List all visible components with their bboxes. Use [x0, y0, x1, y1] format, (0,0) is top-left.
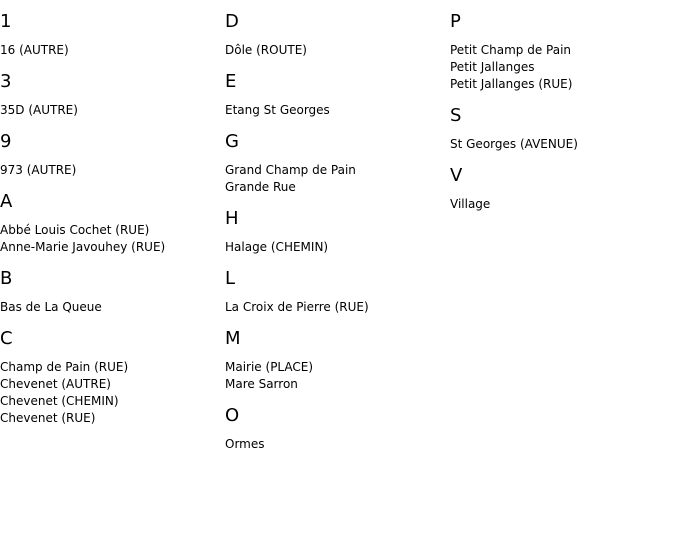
index-section-e	[225, 71, 450, 119]
index-section-b	[0, 268, 225, 316]
street-item[interactable]: Halage (CHEMIN)	[225, 240, 329, 254]
street-item[interactable]: Chevenet (CHEMIN)	[0, 394, 119, 408]
street-item[interactable]: Petit Jallanges	[450, 60, 535, 74]
street-item[interactable]: 35D (AUTRE)	[0, 103, 78, 117]
street-item[interactable]: 973 (AUTRE)	[0, 163, 77, 177]
index-section-h	[225, 208, 450, 256]
section-letter: V	[450, 165, 463, 186]
index-section-c	[0, 328, 225, 427]
section-letter: C	[0, 328, 13, 349]
section-letter: M	[225, 328, 241, 349]
street-item[interactable]: Ormes	[225, 437, 265, 451]
index-section-l	[225, 268, 450, 316]
index-section-a	[0, 191, 225, 256]
section-letter: P	[450, 11, 461, 32]
section-letter: B	[0, 268, 13, 289]
section-letter: G	[225, 131, 239, 152]
street-list	[225, 162, 450, 196]
street-item[interactable]: Village	[450, 197, 491, 211]
index-column-2	[225, 0, 450, 465]
street-list	[450, 136, 675, 153]
street-item[interactable]: Etang St Georges	[225, 103, 330, 117]
street-item[interactable]: Abbé Louis Cochet (RUE)	[0, 223, 150, 237]
street-item[interactable]: Grande Rue	[225, 180, 296, 194]
section-letter: 1	[0, 11, 12, 32]
index-section-p	[450, 11, 675, 93]
street-item[interactable]: Petit Champ de Pain	[450, 43, 572, 57]
section-letter: 3	[0, 71, 12, 92]
street-list	[0, 222, 225, 256]
section-letter: L	[225, 268, 236, 289]
index-section-1	[0, 11, 225, 59]
street-item[interactable]: Dôle (ROUTE)	[225, 43, 307, 57]
section-letter: H	[225, 208, 239, 229]
section-letter: A	[0, 191, 13, 212]
index-section-v	[450, 165, 675, 213]
index-section-9	[0, 131, 225, 179]
section-letter: 9	[0, 131, 12, 152]
section-letter: E	[225, 71, 237, 92]
street-item[interactable]: Bas de La Queue	[0, 300, 102, 314]
street-list	[225, 102, 450, 119]
street-list	[0, 102, 225, 119]
street-item[interactable]: Champ de Pain (RUE)	[0, 360, 129, 374]
street-item[interactable]: Petit Jallanges (RUE)	[450, 77, 573, 91]
street-item[interactable]: Grand Champ de Pain	[225, 163, 356, 177]
street-item[interactable]: Chevenet (RUE)	[0, 411, 96, 425]
index-section-3	[0, 71, 225, 119]
street-item[interactable]: La Croix de Pierre (RUE)	[225, 300, 369, 314]
index-section-m	[225, 328, 450, 393]
street-list	[225, 436, 450, 453]
street-list	[0, 359, 225, 427]
index-column-3	[450, 0, 675, 225]
index-section-s	[450, 105, 675, 153]
section-letter: D	[225, 11, 239, 32]
section-letter: S	[450, 105, 462, 126]
street-item[interactable]: Anne-Marie Javouhey (RUE)	[0, 240, 166, 254]
street-list	[0, 299, 225, 316]
street-list	[450, 196, 675, 213]
street-list	[225, 239, 450, 256]
section-letter: O	[225, 405, 240, 426]
index-section-g	[225, 131, 450, 196]
street-item[interactable]: Mare Sarron	[225, 377, 298, 391]
street-item[interactable]: Mairie (PLACE)	[225, 360, 314, 374]
street-item[interactable]: St Georges (AVENUE)	[450, 137, 578, 151]
index-column-1	[0, 0, 225, 439]
street-list	[225, 299, 450, 316]
street-list	[225, 42, 450, 59]
street-list	[0, 42, 225, 59]
street-list	[225, 359, 450, 393]
street-item[interactable]: 16 (AUTRE)	[0, 43, 69, 57]
street-list	[450, 42, 675, 93]
street-item[interactable]: Chevenet (AUTRE)	[0, 377, 111, 391]
street-list	[0, 162, 225, 179]
index-section-d	[225, 11, 450, 59]
index-section-o	[225, 405, 450, 453]
